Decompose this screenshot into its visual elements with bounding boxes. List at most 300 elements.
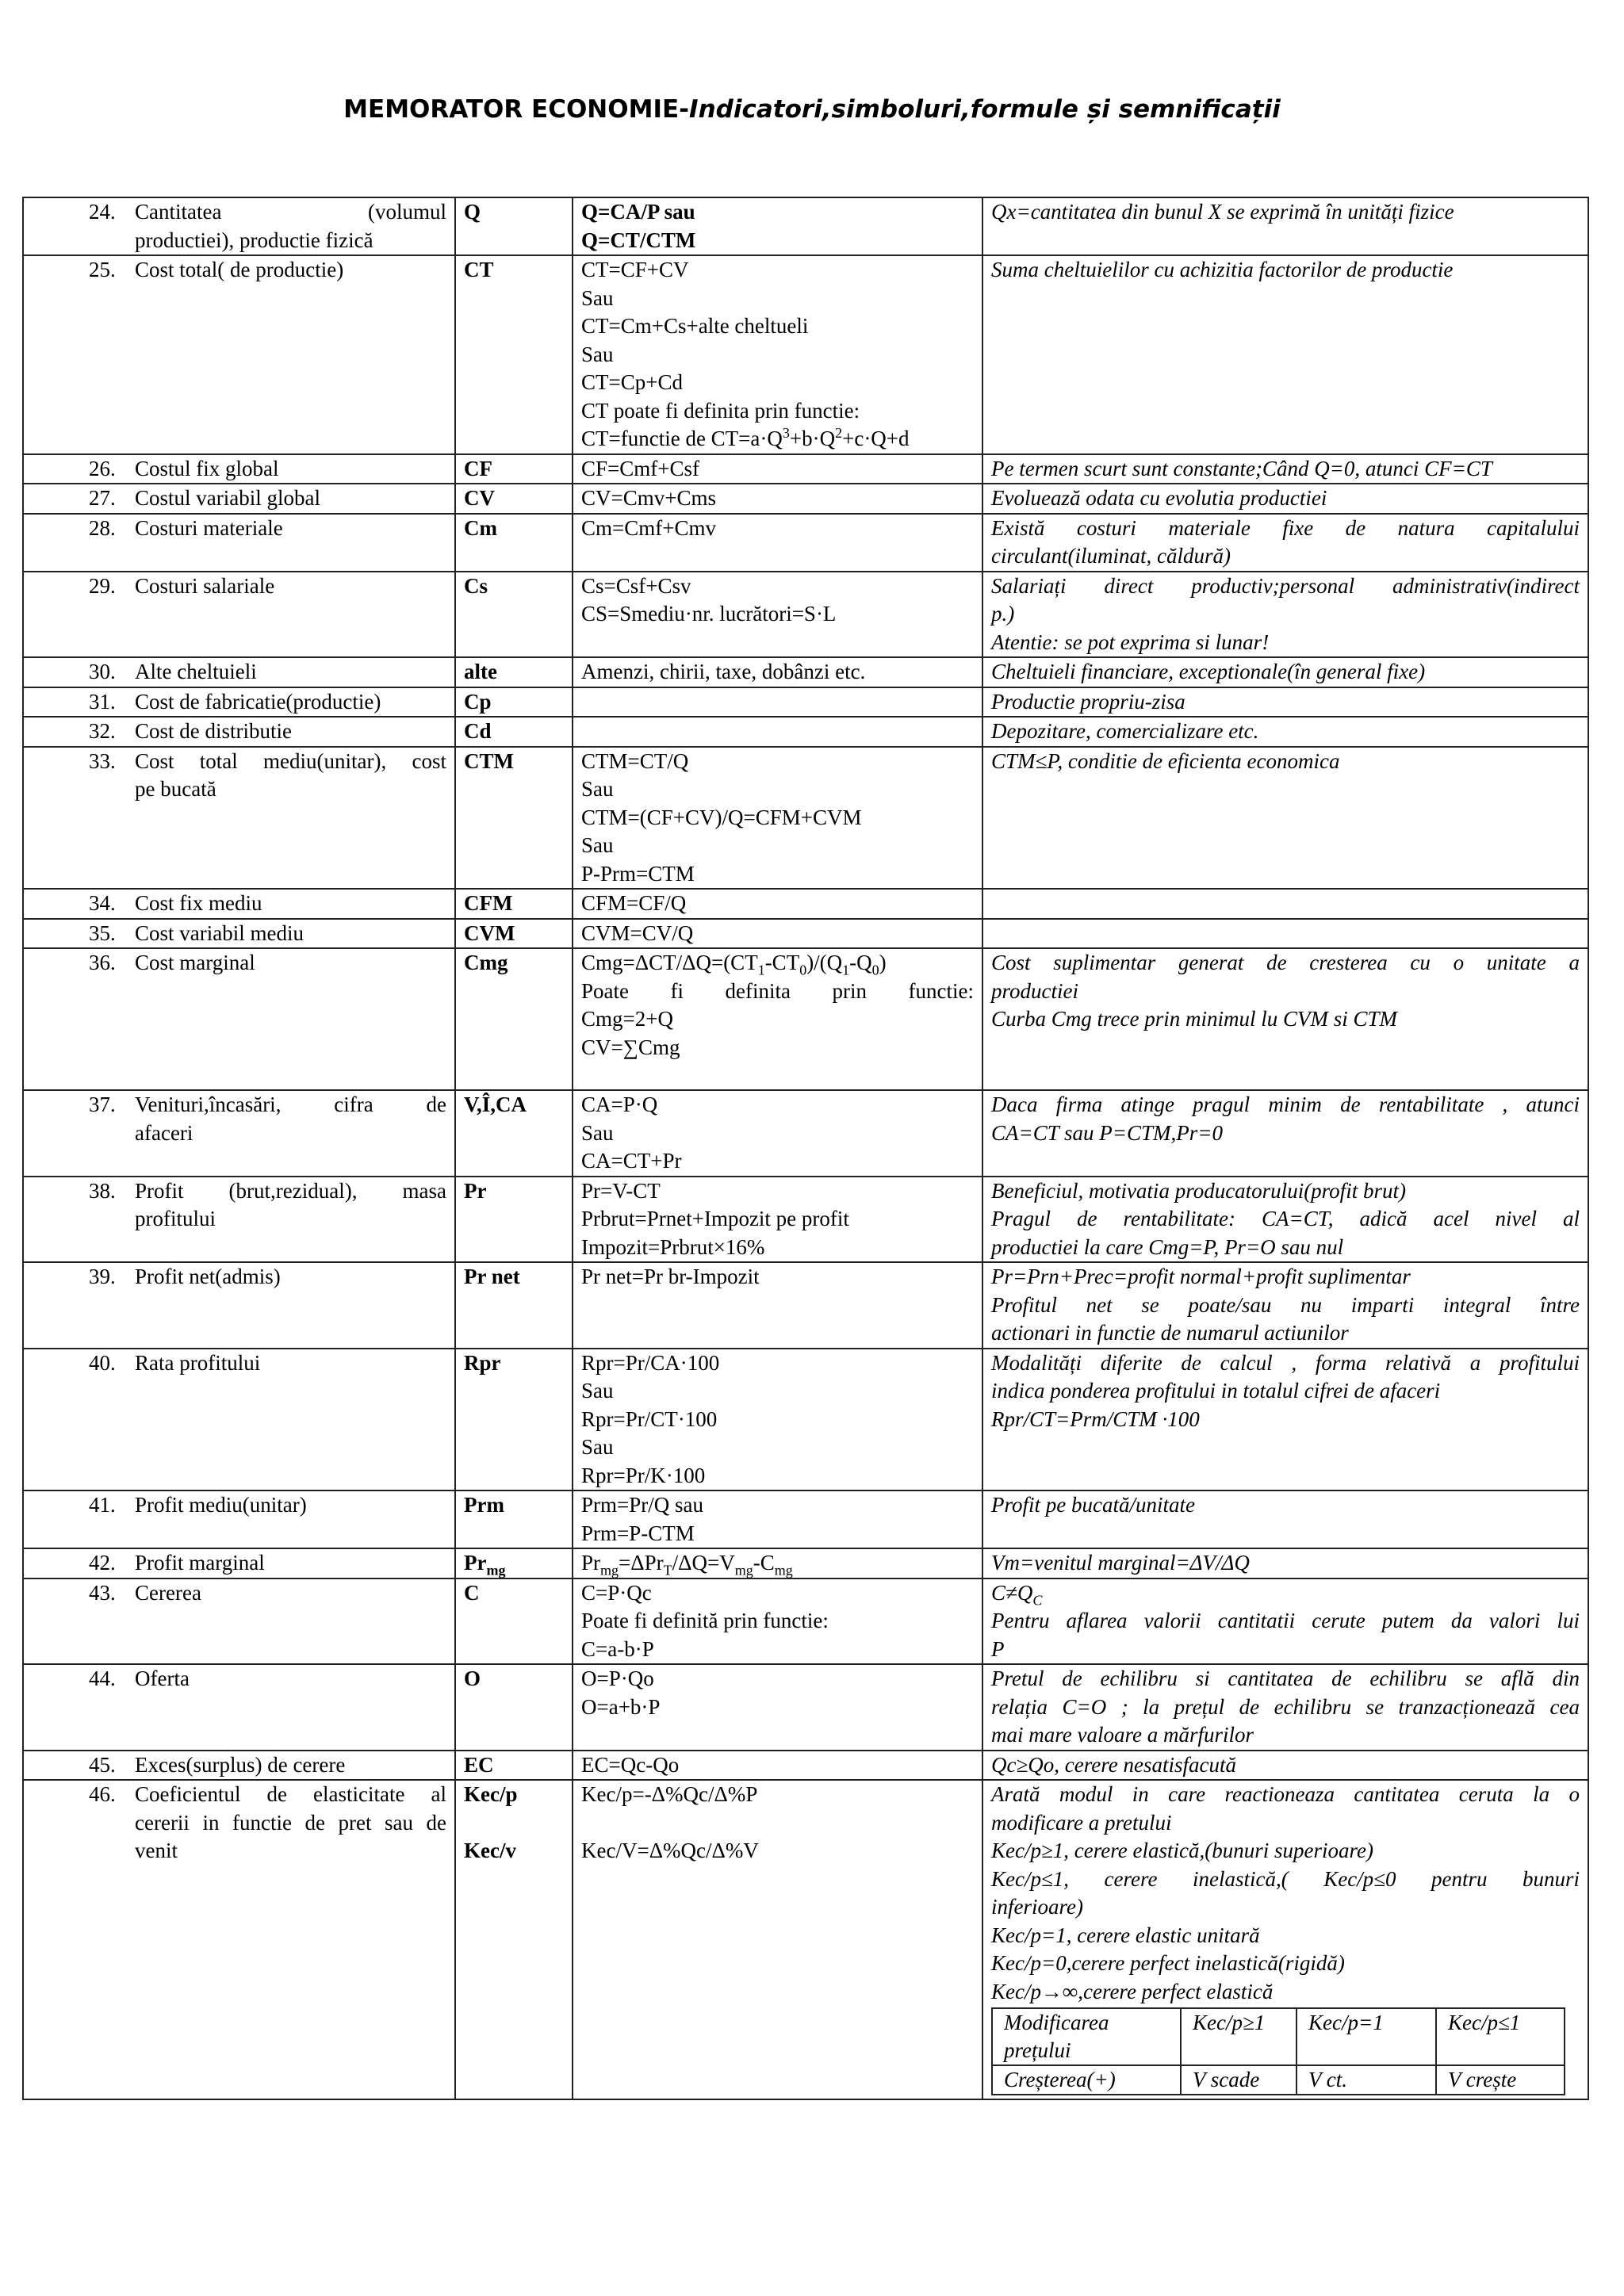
row-number: 34. xyxy=(89,891,116,915)
indicator-name-line: Cost fix mediu xyxy=(135,891,262,915)
formula-line: Poate fi definita prin functie: xyxy=(581,978,974,1003)
symbol: Cs xyxy=(464,573,488,598)
formula-cell xyxy=(573,717,982,747)
meaning-line: productiei la care Cmg=P, Pr=O sau nul xyxy=(991,1234,1344,1259)
symbol: alte xyxy=(464,660,497,683)
indicator-name-line: venit xyxy=(135,1839,178,1862)
table-row xyxy=(23,717,1588,747)
meaning-line: Cheltuieli financiare, exceptionale(în general fixe) xyxy=(991,660,1426,683)
formula-line: CT poate fi definita prin functie: xyxy=(581,398,860,423)
formula-line: Prbrut=Prnet+Impozit pe profit xyxy=(581,1207,849,1230)
formula-line: Cmg=2+Q xyxy=(581,1007,673,1031)
indicator-name-cell xyxy=(23,1578,455,1665)
indicator-name xyxy=(87,1781,446,1866)
indicator-name-line: Cost variabil mediu xyxy=(135,920,304,945)
indicator-name-cell xyxy=(23,1664,455,1751)
symbol-secondary: Kec/v xyxy=(464,1838,516,1862)
symbol-cell xyxy=(455,657,573,687)
formula-line: Amenzi, chirii, taxe, dobânzi etc. xyxy=(581,660,866,683)
indicator-name xyxy=(87,1751,446,1780)
meaning-line: Profit pe bucată/unitate xyxy=(991,1493,1195,1517)
formula-line: CT=CF+CV xyxy=(581,258,689,281)
meaning-line: Vm=venitul marginal=ΔV/ΔQ xyxy=(991,1551,1250,1575)
formula-line: Rpr=Pr/CT·100 xyxy=(581,1406,718,1431)
indicator-name-cell xyxy=(23,919,455,949)
formula-line: Sau xyxy=(581,1120,614,1145)
formula-line: Sau xyxy=(581,285,614,310)
indicator-name xyxy=(87,1091,446,1147)
formula-line: CT=Cm+Cs+alte cheltueli xyxy=(581,314,809,338)
row-number: 31. xyxy=(89,689,116,714)
symbol-cell xyxy=(455,948,573,1090)
indicator-name xyxy=(87,748,446,804)
formula-line: CTM=(CF+CV)/Q=CFM+CVM xyxy=(581,805,862,829)
elasticity-header-cell: Kec/p=1 xyxy=(1297,2008,1436,2065)
formula-line: Cs=Csf+Csv xyxy=(581,573,691,598)
meaning-line: Beneficiul, motivatia producatorului(profit brut) xyxy=(991,1178,1406,1203)
indicator-name-cell xyxy=(23,197,455,255)
meaning-line: Modalități diferite de calcul , forma relativă a profitului xyxy=(991,1350,1580,1375)
formula-cell xyxy=(573,1177,982,1263)
formula-line: Pr=V-CT xyxy=(581,1178,661,1203)
meaning-line: Curba Cmg trece prin minimul lu CVM si CTM xyxy=(991,1007,1398,1031)
indicator-name xyxy=(87,1177,446,1234)
table-row xyxy=(23,1490,1588,1548)
indicator-name-line: Cost total( de productie) xyxy=(135,258,344,281)
formula-line: Sau xyxy=(581,833,614,857)
indicator-name xyxy=(87,688,446,717)
meaning-line: Qc≥Qo, cerere nesatisfacută xyxy=(991,1752,1236,1777)
formula-cell xyxy=(573,484,982,514)
table-row xyxy=(23,255,1588,454)
formula-line: CV=∑Cmg xyxy=(581,1035,680,1059)
formula-line: O=a+b·P xyxy=(581,1694,661,1719)
indicator-name xyxy=(87,718,446,746)
indicator-name-cell xyxy=(23,514,455,572)
indicator-name-line: pe bucată xyxy=(135,777,216,801)
row-number: 28. xyxy=(89,515,116,540)
formula-line: Sau xyxy=(581,777,614,801)
symbol: Prm xyxy=(464,1493,504,1517)
table-row xyxy=(23,1262,1588,1349)
symbol: Cd xyxy=(464,719,492,743)
table-row xyxy=(23,1780,1588,2099)
elasticity-header-cell: Modificarea prețului xyxy=(992,2008,1181,2065)
row-number: 36. xyxy=(89,951,116,974)
meaning-line: Pr=Prn+Prec=profit normal+profit suplimentar xyxy=(991,1265,1411,1288)
meaning-cell xyxy=(982,889,1588,919)
symbol: Rpr xyxy=(464,1350,501,1375)
row-number: 27. xyxy=(89,486,116,510)
meaning-line: circulant(iluminat, căldură) xyxy=(991,544,1231,568)
symbol: CV xyxy=(464,486,495,510)
formula-line: Sau xyxy=(581,1435,614,1459)
elasticity-header-cell: Kec/p≥1 xyxy=(1181,2008,1297,2065)
symbol-cell xyxy=(455,687,573,718)
indicator-name-cell xyxy=(23,747,455,890)
formula-line: Sau xyxy=(581,1379,614,1402)
symbol: Kec/p xyxy=(464,1782,518,1806)
indicator-name-cell xyxy=(23,1262,455,1349)
indicator-name-line: cererii in functie de pret sau de xyxy=(135,1810,446,1835)
indicator-name xyxy=(87,920,446,948)
meaning-line: Kec/p≥1, cerere elastică,(bunuri superioare) xyxy=(991,1839,1373,1862)
table-row xyxy=(23,1349,1588,1491)
indicator-name-line: Coeficientul de elasticitate al xyxy=(135,1782,446,1806)
meaning-line: Atentie: se pot exprima si lunar! xyxy=(991,629,1270,654)
formula-cell xyxy=(573,1578,982,1665)
table-row xyxy=(23,1578,1588,1665)
meaning-line: modificare a pretului xyxy=(991,1810,1172,1835)
indicator-name-line: Costuri salariale xyxy=(135,573,275,598)
symbol-cell xyxy=(455,484,573,514)
formula-line: Cm=Cmf+Cmv xyxy=(581,515,716,540)
meaning-cell xyxy=(982,514,1588,572)
indicator-name-line: productiei), productie fizică xyxy=(135,228,373,252)
indicator-name xyxy=(87,198,446,254)
spacer xyxy=(991,1034,1580,1062)
meaning-line: inferioare) xyxy=(991,1895,1083,1919)
page-title: MEMORATOR ECONOMIE-Indicatori,simboluri,formule și semnificații xyxy=(343,95,1281,124)
formula-line: Kec/p=-Δ%Qc/Δ%P xyxy=(581,1782,758,1806)
indicator-name-cell xyxy=(23,717,455,747)
row-number: 30. xyxy=(89,660,116,683)
indicator-name-line: Profit (brut,rezidual), masa xyxy=(135,1178,446,1203)
symbol: CT xyxy=(464,258,494,281)
symbol-cell xyxy=(455,1578,573,1665)
table-row xyxy=(23,454,1588,484)
table-row xyxy=(23,687,1588,718)
symbol: V,Î,CA xyxy=(464,1093,527,1116)
symbol: Cm xyxy=(464,515,497,540)
row-number: 40. xyxy=(89,1350,116,1375)
meaning-line: Salariați direct productiv;personal administrativ(indirect xyxy=(991,573,1580,598)
symbol: Cmg xyxy=(464,951,508,974)
meaning-line: p.) xyxy=(991,602,1015,626)
row-number: 33. xyxy=(89,748,116,773)
meaning-cell xyxy=(982,454,1588,484)
indicator-name-line: Costul variabil global xyxy=(135,486,320,510)
indicator-name-cell xyxy=(23,255,455,454)
indicator-name-cell xyxy=(23,1548,455,1578)
meaning-cell xyxy=(982,1490,1588,1548)
meaning-line: Qx=cantitatea din bunul X se exprimă în unități fizice xyxy=(991,200,1454,224)
indicator-name xyxy=(87,1665,446,1693)
formula-line: CT=functie de $CT=a\cdot Q^3+b\cdot Q^2+c\cdot Q+d$ xyxy=(581,425,910,450)
formula-line: P-Prm=CTM xyxy=(581,861,695,886)
indicator-name-cell xyxy=(23,1490,455,1548)
elasticity-header-cell: Kec/p≤1 xyxy=(1436,2008,1565,2065)
meaning-line: relația C=O ; la prețul de echilibru se tranzacționează cea xyxy=(991,1694,1580,1719)
indicator-name-cell xyxy=(23,948,455,1090)
table-row xyxy=(23,514,1588,572)
indicator-name-line: Profit net(admis) xyxy=(135,1265,281,1288)
indicator-name-line: Alte cheltuieli xyxy=(135,660,257,683)
symbol-cell xyxy=(455,747,573,890)
meaning-line: productiei xyxy=(991,978,1078,1003)
formula-line: CA=CT+Pr xyxy=(581,1149,682,1173)
symbol: CTM xyxy=(464,748,514,773)
indicator-name-cell xyxy=(23,1780,455,2099)
formula-line: EC=Qc-Qo xyxy=(581,1752,680,1777)
table-row xyxy=(23,572,1588,658)
indicator-name-line: Venituri,încasări, cifra de xyxy=(135,1093,446,1116)
row-number: 29. xyxy=(89,573,116,598)
table-row xyxy=(23,484,1588,514)
meaning-line: Există costuri materiale fixe de natura capitalului xyxy=(991,515,1580,540)
meaning-line: Pretul de echilibru si cantitatea de echilibru se află din xyxy=(991,1667,1580,1690)
indicator-name-cell xyxy=(23,1177,455,1263)
formula-line: CS=Smediu·nr. lucrători=S·L xyxy=(581,602,837,626)
indicator-name-line: Profit marginal xyxy=(135,1551,265,1575)
row-number: 25. xyxy=(89,258,116,281)
meaning-line: CTM≤P, conditie de eficienta economica xyxy=(991,748,1340,773)
formula-line: Sau xyxy=(581,342,614,366)
formula-cell xyxy=(573,454,982,484)
formula-line: Impozit=Prbrut×16% xyxy=(581,1234,765,1259)
formula-cell xyxy=(573,1090,982,1177)
meaning-cell xyxy=(982,255,1588,454)
spacer xyxy=(581,1062,974,1089)
symbol: CF xyxy=(464,456,492,480)
formula-line: CTM=CT/Q xyxy=(581,748,689,773)
table-row xyxy=(23,1090,1588,1177)
row-number: 26. xyxy=(89,456,116,480)
symbol-cell xyxy=(455,255,573,454)
formula-line: Rpr=Pr/CA·100 xyxy=(581,1350,720,1375)
symbol: $Pr_{mg}$ xyxy=(464,1551,506,1578)
indicator-name xyxy=(87,949,446,978)
table-row xyxy=(23,1751,1588,1781)
formula-cell xyxy=(573,1751,982,1781)
indicator-name-line: Costuri materiale xyxy=(135,515,283,540)
meaning-cell xyxy=(982,657,1588,687)
formula-cell xyxy=(573,197,982,255)
elasticity-data-cell: Creșterea(+) xyxy=(992,2065,1181,2095)
formula-cell xyxy=(573,747,982,890)
indicator-name xyxy=(87,1491,446,1520)
formula-line: CT=Cp+Cd xyxy=(581,370,683,394)
table-row xyxy=(23,919,1588,949)
meaning-cell xyxy=(982,572,1588,658)
formula-cell xyxy=(573,1780,982,2099)
indicator-name-line: afaceri xyxy=(135,1120,193,1145)
symbol-cell xyxy=(455,572,573,658)
meaning-cell xyxy=(982,1090,1588,1177)
meaning-cell xyxy=(982,1177,1588,1263)
symbol: Pr net xyxy=(464,1265,520,1288)
symbol-cell xyxy=(455,1262,573,1349)
formula-line: C=P·Qc xyxy=(581,1580,652,1605)
symbol-cell xyxy=(455,1490,573,1548)
row-number: 24. xyxy=(89,200,116,224)
symbol-cell xyxy=(455,919,573,949)
indicator-name xyxy=(87,658,446,687)
symbol: Pr xyxy=(464,1178,487,1203)
meaning-cell xyxy=(982,484,1588,514)
indicator-name xyxy=(87,1263,446,1292)
meaning-cell xyxy=(982,747,1588,890)
formula-line: C=a-b·P xyxy=(581,1636,654,1661)
meaning-cell xyxy=(982,1664,1588,1751)
indicator-name xyxy=(87,890,446,918)
indicator-name xyxy=(87,256,446,285)
formula-line: Q=CA/P sau xyxy=(581,200,695,224)
indicator-name-cell xyxy=(23,454,455,484)
meaning-line: Daca firma atinge pragul minim de rentabilitate , atunci xyxy=(991,1093,1580,1116)
indicator-name-line: profitului xyxy=(135,1207,216,1230)
indicator-name xyxy=(87,1579,446,1608)
symbol-cell xyxy=(455,1177,573,1263)
meaning-cell xyxy=(982,1780,1588,2099)
formula-cell xyxy=(573,572,982,658)
meaning-cell xyxy=(982,919,1588,949)
formula-line: Prm=Pr/Q sau xyxy=(581,1493,703,1517)
symbol-cell xyxy=(455,1349,573,1491)
indicator-name-line: Cost total mediu(unitar), cost xyxy=(135,748,446,773)
meaning-line: indica ponderea profitului in totalul cifrei de afaceri xyxy=(991,1379,1441,1402)
formula-line: Pr net=Pr br-Impozit xyxy=(581,1265,760,1288)
row-number: 45. xyxy=(89,1752,116,1777)
meaning-cell xyxy=(982,1262,1588,1349)
indicators-table xyxy=(22,197,1589,2100)
indicator-name-cell xyxy=(23,657,455,687)
indicator-name-cell xyxy=(23,572,455,658)
indicator-name-line: Cost de distributie xyxy=(135,719,292,743)
formula-cell xyxy=(573,1548,982,1578)
indicator-name-line: Cererea xyxy=(135,1580,201,1605)
indicator-name xyxy=(87,1549,446,1578)
spacer xyxy=(464,1809,564,1837)
indicator-name-cell xyxy=(23,687,455,718)
meaning-cell xyxy=(982,948,1588,1090)
symbol-cell xyxy=(455,889,573,919)
meaning-line: Cost suplimentar generat de cresterea cu o unitate a xyxy=(991,951,1580,974)
indicator-name xyxy=(87,455,446,484)
symbol: Cp xyxy=(464,689,492,714)
meaning-cell xyxy=(982,1578,1588,1665)
indicator-name-cell xyxy=(23,484,455,514)
meaning-line: Pentru aflarea valorii cantitatii cerute putem da valori lui xyxy=(991,1609,1580,1632)
formula-cell xyxy=(573,919,982,949)
symbol: CFM xyxy=(464,891,513,915)
elasticity-data-cell: V crește xyxy=(1436,2065,1565,2095)
formula-cell xyxy=(573,1262,982,1349)
meaning-line: Depozitare, comercializare etc. xyxy=(991,719,1259,743)
formula-line: Kec/V=Δ%Qc/Δ%V xyxy=(581,1838,759,1862)
symbol: CVM xyxy=(464,920,515,945)
symbol-cell xyxy=(455,1664,573,1751)
indicator-name-cell xyxy=(23,889,455,919)
symbol-cell xyxy=(455,1548,573,1578)
elasticity-data-cell: V ct. xyxy=(1297,2065,1436,2095)
row-number: 32. xyxy=(89,719,116,743)
formula-line: CA=P·Q xyxy=(581,1093,658,1116)
indicator-name-line: Rata profitului xyxy=(135,1350,261,1375)
meaning-cell xyxy=(982,197,1588,255)
meaning-line: mai mare valoare a mărfurilor xyxy=(991,1723,1254,1747)
formula-cell xyxy=(573,687,982,718)
formula-line: O=P·Qo xyxy=(581,1667,654,1690)
symbol: EC xyxy=(464,1752,494,1777)
meaning-line: Productie propriu-zisa xyxy=(991,689,1185,714)
symbol: C xyxy=(464,1580,480,1605)
formula-line: $Cmg=\Delta CT/\Delta Q=(CT_1-CT_0)/(Q_1-Q_0)$ xyxy=(581,951,887,978)
formula-line: CVM=CV/Q xyxy=(581,920,694,945)
formula-cell xyxy=(573,1490,982,1548)
meaning-line: Rpr/CT=Prm/CTM ·100 xyxy=(991,1406,1200,1431)
meaning-cell xyxy=(982,1548,1588,1578)
formula-line: $Pr_{mg}=\Delta Pr_T/\Delta Q=V_{mg}-C_{mg}$ xyxy=(581,1551,793,1578)
symbol-cell xyxy=(455,1751,573,1781)
table-row xyxy=(23,889,1588,919)
meaning-line: Kec/p=1, cerere elastic unitară xyxy=(991,1923,1260,1947)
spacer xyxy=(581,1809,974,1837)
indicator-name-cell xyxy=(23,1090,455,1177)
row-number: 37. xyxy=(89,1093,116,1116)
elasticity-data-cell: V scade xyxy=(1181,2065,1297,2095)
table-row xyxy=(23,197,1588,255)
table-row xyxy=(23,1548,1588,1578)
indicator-name xyxy=(87,484,446,513)
formula-line: CV=Cmv+Cms xyxy=(581,486,716,510)
elasticity-table xyxy=(991,2007,1565,2095)
meaning-line: $C\ne Q_C$ xyxy=(991,1580,1043,1608)
meaning-line: Kec/p=0,cerere perfect inelastică(rigidă) xyxy=(991,1951,1345,1975)
symbol-cell xyxy=(455,1090,573,1177)
indicator-name-line: Oferta xyxy=(135,1667,190,1690)
indicator-name-line: Profit mediu(unitar) xyxy=(135,1493,307,1517)
formula-cell xyxy=(573,889,982,919)
formula-cell xyxy=(573,1664,982,1751)
formula-cell xyxy=(573,1349,982,1491)
indicator-name-cell xyxy=(23,1751,455,1781)
formula-cell xyxy=(573,657,982,687)
meaning-cell xyxy=(982,1751,1588,1781)
meaning-cell xyxy=(982,717,1588,747)
meaning-line: Profitul net se poate/sau nu imparti integral între xyxy=(991,1292,1580,1317)
indicator-name-line: Costul fix global xyxy=(135,456,279,480)
meaning-line: Kec/p≤1, cerere inelastică,( Kec/p≤0 pentru bunuri xyxy=(991,1866,1580,1891)
symbol-cell xyxy=(455,454,573,484)
formula-line: Poate fi definită prin functie: xyxy=(581,1609,829,1632)
row-number: 39. xyxy=(89,1265,116,1288)
meaning-line: actionari in functie de numarul actiunilor xyxy=(991,1321,1349,1345)
row-number: 35. xyxy=(89,920,116,945)
table-row xyxy=(23,1664,1588,1751)
row-number: 38. xyxy=(89,1178,116,1203)
meaning-line: Kec/p→∞,cerere perfect elastică xyxy=(991,1979,1274,2003)
symbol: Q xyxy=(464,200,481,224)
row-number: 41. xyxy=(89,1493,116,1517)
meaning-line: Evoluează odata cu evolutia productiei xyxy=(991,486,1327,510)
formula-line: CF=Cmf+Csf xyxy=(581,456,699,480)
symbol-cell xyxy=(455,514,573,572)
table-row xyxy=(23,948,1588,1090)
formula-line: Q=CT/CTM xyxy=(581,228,696,252)
symbol-cell xyxy=(455,717,573,747)
symbol-cell xyxy=(455,1780,573,2099)
indicator-name-line: Cost de fabricatie(productie) xyxy=(135,689,381,714)
table-row xyxy=(23,747,1588,890)
indicator-name xyxy=(87,515,446,543)
indicator-name xyxy=(87,572,446,601)
meaning-line: Pe termen scurt sunt constante;Când Q=0, atunci CF=CT xyxy=(991,456,1492,480)
indicator-name-cell xyxy=(23,1349,455,1491)
meaning-line: P xyxy=(991,1636,1005,1661)
elasticity-header-row xyxy=(992,2008,1565,2065)
meaning-line: Arată modul in care reactioneaza cantitatea ceruta la o xyxy=(991,1782,1580,1806)
